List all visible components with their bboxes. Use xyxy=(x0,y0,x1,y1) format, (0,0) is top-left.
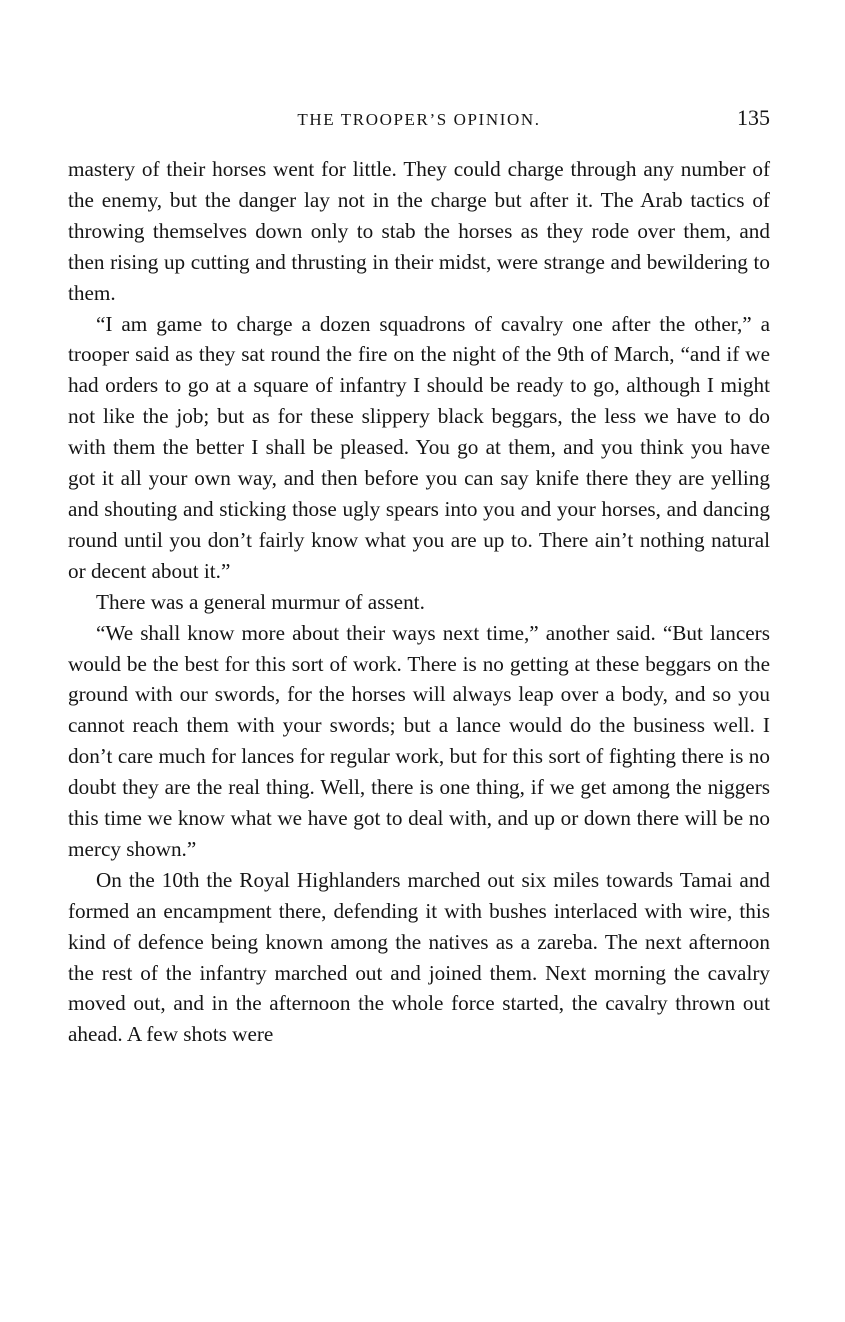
paragraph: There was a general murmur of assent. xyxy=(96,589,425,614)
paragraph: On the 10th the Royal Highlanders marched out six miles towards Tamai and formed an encampment there, defending it with bushes interlaced with wire, this kind of defence being known among the natives as a zareba. The next afternoon the rest of the infantry marched out and joined them. Next morning the cavalry moved out, and in the afternoon the whole force started, the cavalry thrown out ahead. A few shots were xyxy=(68,867,770,1047)
running-head xyxy=(68,106,770,134)
paragraph: “We shall know more about their ways next time,” another said. “But lancers would be the best for this sort of work. There is no getting at these beggars on the ground with our swords, for the horses will always leap over a body, and so you cannot reach them with your swords; but a lance would do the business well. I don’t care much for lances for regular work, but for this sort of fighting there is no doubt they are the real thing. Well, there is one thing, if we get among the niggers this time we know what we have got to deal with, and up or down there will be no mercy shown.” xyxy=(68,620,770,861)
page-number: 135 xyxy=(737,105,770,130)
paragraph: mastery of their horses went for little. They could charge through any number of the enemy, but the danger lay not in the charge but after it. The Arab tactics of throwing themselves down only to stab the horses as they rode over them, and then rising up cutting and thrusting in their midst, were strange and bewildering to them. xyxy=(68,157,770,305)
paragraph: “I am game to charge a dozen squadrons of cavalry one after the other,” a trooper said as they sat round the fire on the night of the 9th of March, “and if we had orders to go at a square of infantry I should be ready to go, although I might not like the job; but as for these slippery black beggars, the less we have to do with them the better I shall be pleased. You go at them, and you think you have got it all your own way, and then before you can say knife there they are yelling and shouting and sticking those ugly spears into you and your horses, and dancing round until you don’t fairly know what you are up to. There ain’t nothing natural or decent about it.” xyxy=(68,311,770,583)
body-text xyxy=(68,154,770,1050)
running-title: THE TROOPER’S OPINION. xyxy=(297,110,541,129)
